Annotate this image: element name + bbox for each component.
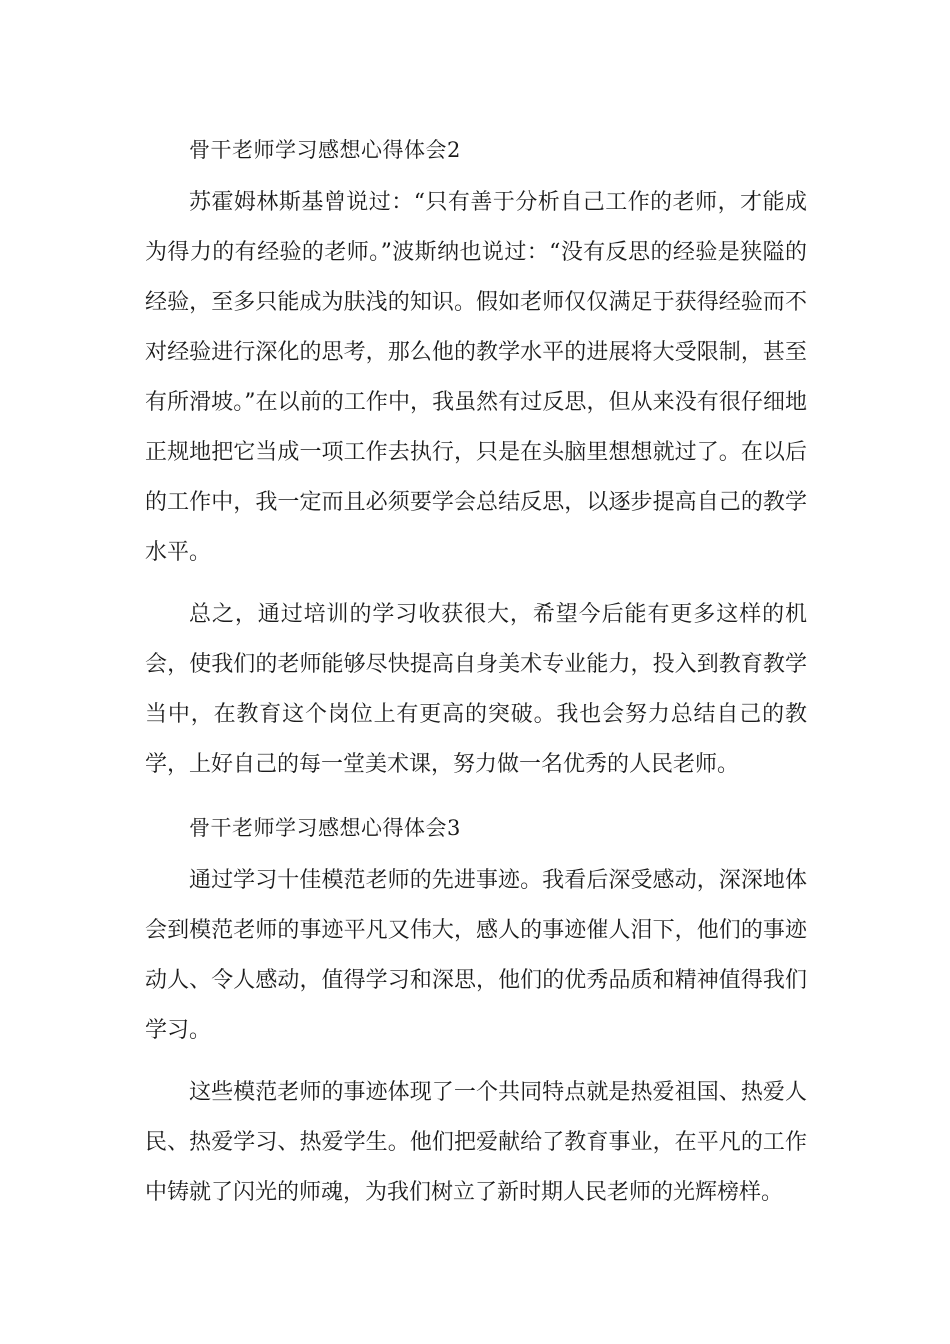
paragraph: 总之，通过培训的学习收获很大，希望今后能有更多这样的机会，使我们的老师能够尽快提高自身美术专业能力，投入到教育教学当中，在教育这个岗位上有更高的突破。我也会努力总结自己的教学，上好自己的每一堂美术课，努力做一名优秀的人民老师。 bbox=[145, 602, 807, 777]
paragraph: 苏霍姆林斯基曾说过：“只有善于分析自己工作的老师，才能成为得力的有经验的老师。”波斯纳也说过：“没有反思的经验是狭隘的经验，至多只能成为肤浅的知识。假如老师仅仅满足于获得经验而不对经验进行深化的思考，那么他的教学水平的进展将大受限制，甚至有所滑坡。”在以前的工作中，我虽然有过反思，但从来没有很仔细地正规地把它当成一项工作去执行，只是在头脑里想想就过了。在以后的工作中，我一定而且必须要学会总结反思，以逐步提高自己的教学水平。 bbox=[145, 190, 807, 565]
section-heading-2: 骨干老师学习感想心得体会2 bbox=[189, 138, 461, 162]
section-heading-3: 骨干老师学习感想心得体会3 bbox=[189, 816, 461, 840]
paragraph: 通过学习十佳模范老师的先进事迹。我看后深受感动，深深地体会到模范老师的事迹平凡又伟大，感人的事迹催人泪下，他们的事迹动人、令人感动，值得学习和深思，他们的优秀品质和精神值得我们学习。 bbox=[145, 868, 807, 1043]
document-body bbox=[145, 124, 807, 1230]
paragraph: 这些模范老师的事迹体现了一个共同特点就是热爱祖国、热爱人民、热爱学习、热爱学生。他们把爱献给了教育事业，在平凡的工作中铸就了闪光的师魂，为我们树立了新时期人民老师的光辉榜样。 bbox=[145, 1080, 807, 1205]
